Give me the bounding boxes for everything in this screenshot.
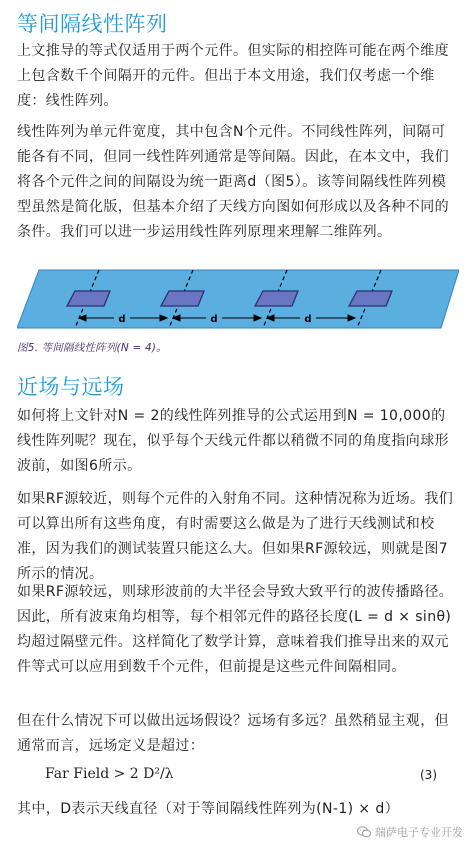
section-title-near-far-field: 近场与远场	[17, 375, 125, 399]
paragraph-scaling-question: 如何将上文针对N = 2的线性阵列推导的公式运用到N = 10,000的线性阵列呢？现在，似乎每个天线元件都以稍微不同的角度指向球形波前，如图6所示。	[17, 408, 449, 474]
antenna-element-2	[161, 291, 204, 306]
paragraph-linear-array: 线性阵列为单元件宽度，其中包含N个元件。不同线性阵列，间隔可能各有不同，但同一线性阵列通常是等间隔。因此，在本文中，我们将各个元件之间的间隔设为统一距离d（图5）。该等间隔线性阵列模型虽然是简化版，但基本介绍了天线方向图如何形成以及各种不同的条件。我们可以进一步运用线性阵列原理来理解二维阵列。	[17, 124, 449, 240]
antenna-element-3	[255, 291, 298, 306]
figure-5-diagram	[17, 262, 459, 334]
paragraph-diameter-definition: 其中，D表示天线直径（对于等间隔线性阵列为(N-1) × d）	[17, 801, 400, 817]
paragraph-near-field: 如果RF源较近，则每个元件的入射角不同。这种情况称为近场。我们可以算出所有这些角度，有时需要这么做是为了进行天线测试和校准，因为我们的测试装置只能这么大。但如果RF源较远，则就是图7所示的情况。	[17, 491, 454, 582]
section-title-linear-array: 等间隔线性阵列	[17, 12, 168, 36]
figure-5-caption: 图5. 等间隔线性阵列(N = 4)。	[17, 342, 167, 354]
wechat-icon	[357, 826, 371, 838]
equation-number: (3)	[420, 768, 437, 782]
watermark-text: 瑞萨电子专业开发	[375, 826, 463, 839]
paragraph-intro: 上文推导的等式仅适用于两个元件。但实际的相控阵可能在两个维度上包含数千个间隔开的元件。但出于本文用途，我们仅考虑一个维度：线性阵列。	[17, 43, 449, 109]
spacing-label-1: d	[118, 314, 126, 325]
spacing-label-2: d	[210, 314, 218, 325]
far-field-formula: Far Field > 2 D²/λ	[45, 766, 174, 782]
spacing-label-3: d	[304, 314, 312, 325]
paragraph-far-field: 如果RF源较远，则球形波前的大半径会导致大致平行的波传播路径。因此，所有波束角均相等，每个相邻元件的路径长度(L = d × sinθ)均超过隔壁元件。这样简化了数学计算，意味着我们推导出来的双元件等式可以应用到数千个元件，但前提是这些元件间隔相同。	[17, 584, 454, 675]
antenna-element-4	[349, 291, 392, 306]
antenna-element-1	[67, 291, 110, 306]
paragraph-far-field-question: 但在什么情况下可以做出远场假设？远场有多远？虽然稍显主观，但通常而言，远场定义是超过：	[17, 713, 449, 754]
watermark	[357, 824, 463, 840]
